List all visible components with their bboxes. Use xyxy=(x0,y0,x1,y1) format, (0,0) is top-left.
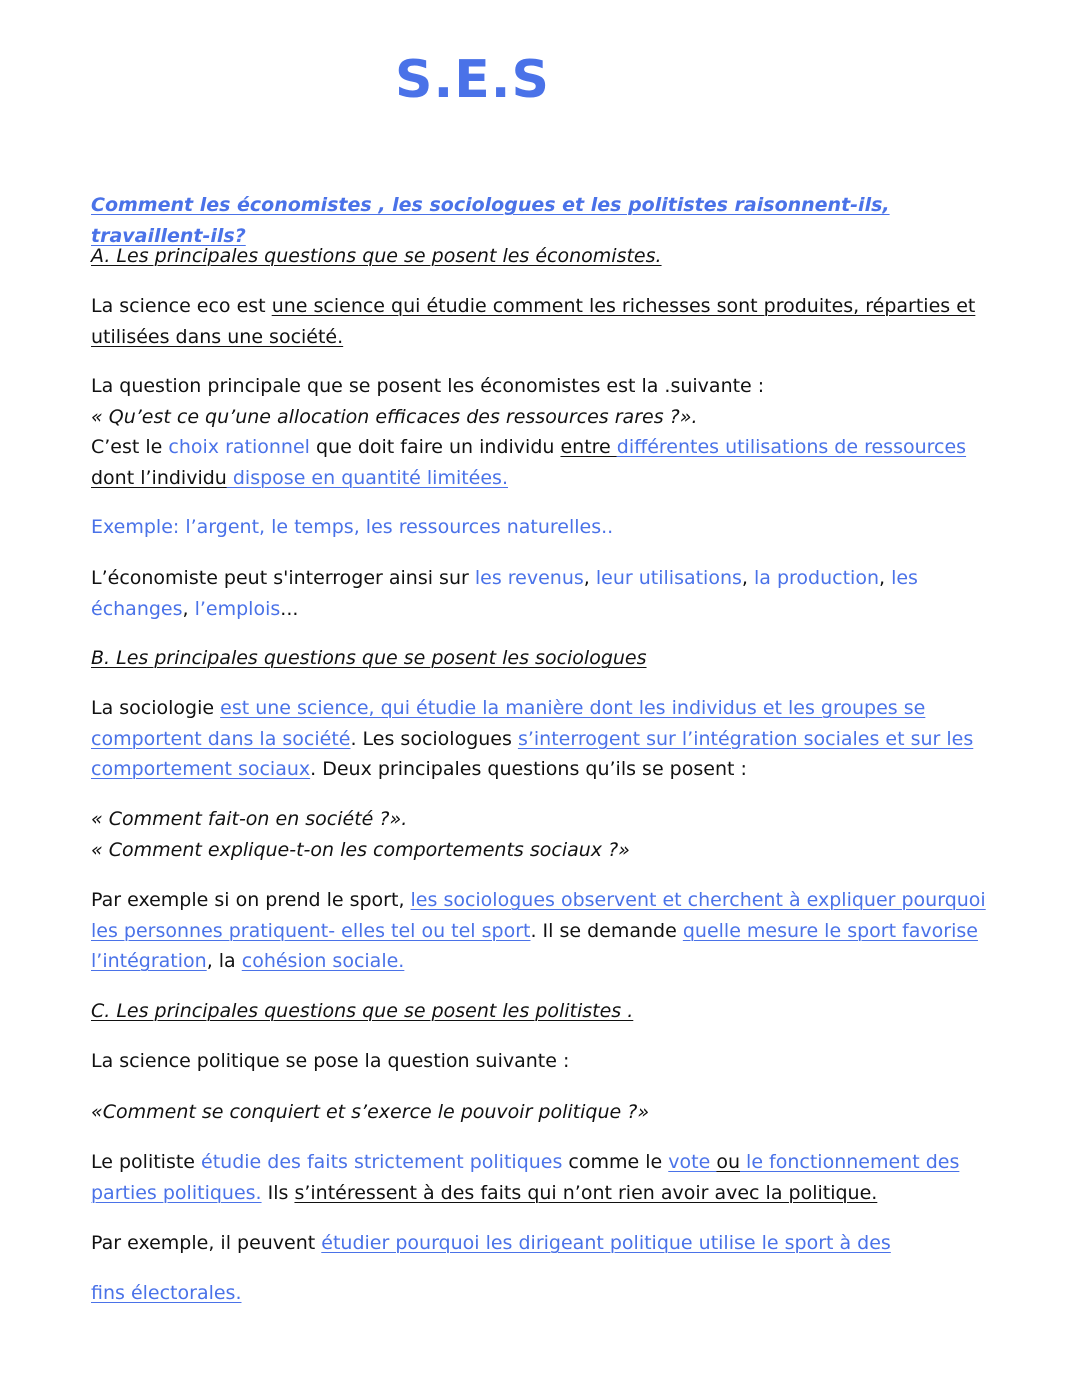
section-c-heading: C. Les principales questions que se posent les politistes . xyxy=(91,1000,634,1022)
section-c-intro: La science politique se pose la question suivante : xyxy=(91,1050,570,1072)
section-a-definition: La science eco est une science qui étudie comment les richesses sont produites, réparties et utilisées dans une société. xyxy=(91,295,976,348)
section-c-example-end: fins électorales. xyxy=(91,1282,242,1304)
section-b-heading: B. Les principales questions que se posent les sociologues xyxy=(91,647,647,669)
section-b-questions: « Comment fait-on en société ?». « Comment explique-t-on les comportements sociaux ?» xyxy=(91,808,630,861)
section-c-example: Par exemple, il peuvent étudier pourquoi les dirigeant politique utilise le sport à des xyxy=(91,1232,891,1254)
section-c-quote: «Comment se conquiert et s’exerce le pouvoir politique ?» xyxy=(91,1101,650,1123)
section-a-question-paragraph: La question principale que se posent les économistes est la .suivante : « Qu’est ce qu’une allocation efficaces des ressources rares ?». C’est le choix rationnel que doit faire un individu entre différentes utilisations de ressources dont l’individu dispose en quantité limitées. xyxy=(91,375,967,489)
section-b-example: Par exemple si on prend le sport, les sociologues observent et cherchent à expliquer pourquoi les personnes pratiquent- elles tel ou tel sport. Il se demande quelle mesure le sport favorise l’intégration, la cohésion sociale. xyxy=(91,889,986,972)
section-a-topics: L’économiste peut s'interroger ainsi sur les revenus, leur utilisations, la production, les échanges, l’emplois... xyxy=(91,567,918,620)
section-a-heading: A. Les principales questions que se posent les économistes. xyxy=(91,245,662,267)
page-title: S.E.S xyxy=(395,50,550,110)
main-heading: Comment les économistes , les sociologues et les politistes raisonnent-ils, travaillent-ils? xyxy=(91,194,890,247)
section-c-politist: Le politiste étudie des faits strictement politiques comme le vote ou le fonctionnement des parties politiques. Ils s’intéressent à des faits qui n’ont rien avoir avec la politique. xyxy=(91,1151,960,1204)
section-b-definition: La sociologie est une science, qui étudie la manière dont les individus et les groupes se comportent dans la société. Les sociologues s’interrogent sur l’intégration sociales et sur les comportement sociaux. Deux principales questions qu’ils se posent : xyxy=(91,697,974,780)
section-a-example: Exemple: l’argent, le temps, les ressources naturelles.. xyxy=(91,516,614,538)
